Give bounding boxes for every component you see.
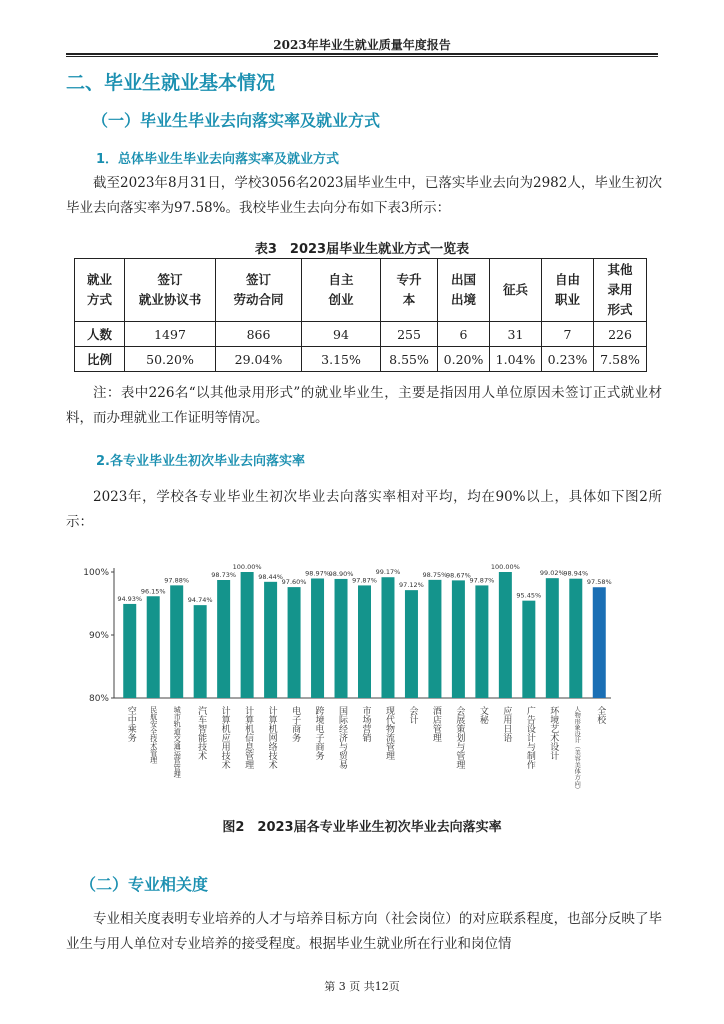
report-header-title: 2023年毕业生就业质量年度报告	[273, 38, 451, 52]
data-label: 98.75%	[422, 570, 448, 579]
bar	[123, 604, 136, 698]
table-header-text: 其他	[607, 262, 633, 277]
table-header-text: 出境	[450, 292, 476, 307]
category-label: 文秘	[477, 706, 488, 724]
bar	[593, 587, 606, 698]
paragraph-overall-rate: 截至2023年8月31日，学校3056名2023届毕业生中，已落实毕业去向为2982人，毕业生初次毕业去向落实率为97.58%。我校毕业生去向分布如下表3所示：	[66, 175, 662, 216]
bar	[499, 572, 512, 698]
table-cell: 7.58%	[594, 347, 647, 372]
table-cell: 255	[381, 322, 438, 347]
table-header-text: 方式	[86, 292, 112, 307]
header-rule-thin	[66, 56, 658, 57]
category-label: 计算机应用技术	[219, 706, 230, 769]
category-label: 广告设计与制作	[524, 706, 535, 769]
table-header-cell	[125, 259, 216, 322]
data-label: 98.44%	[258, 572, 283, 581]
data-label: 94.74%	[187, 596, 213, 605]
table-cell: 29.04%	[216, 347, 302, 372]
table-header-cell	[542, 259, 594, 322]
table-header-text: 录用	[607, 282, 633, 297]
category-label: 现代物流管理	[383, 706, 394, 760]
bar	[381, 577, 394, 698]
data-label: 97.87%	[352, 576, 377, 585]
category-label: 汽车智能技术	[196, 706, 207, 760]
bar	[217, 580, 230, 698]
section-heading: 二、毕业生就业基本情况	[66, 72, 276, 94]
data-label: 98.97%	[305, 569, 330, 578]
table-cell: 7	[542, 322, 594, 347]
y-tick-label: 90%	[88, 631, 109, 641]
bar	[405, 590, 418, 698]
category-label: 会计	[407, 706, 418, 724]
bar	[358, 585, 371, 698]
table-caption: 表3 2023届毕业生就业方式一览表	[254, 242, 470, 257]
table-cell: 8.55%	[381, 347, 438, 372]
y-tick-label: 80%	[88, 694, 109, 704]
table-cell: 31	[490, 322, 542, 347]
table-row-label: 比例	[75, 347, 125, 372]
data-label: 96.15%	[140, 587, 166, 596]
chart-caption: 图2 2023届各专业毕业生初次毕业去向落实率	[222, 820, 502, 835]
table-cell: 94	[302, 322, 381, 347]
table-cell: 0.23%	[542, 347, 594, 372]
data-label: 97.12%	[399, 581, 424, 590]
data-label: 99.02%	[539, 569, 565, 578]
category-label: 会展策划与管理	[454, 706, 465, 769]
data-label: 97.88%	[164, 576, 190, 585]
table-cell: 1.04%	[490, 347, 542, 372]
data-label: 100.00%	[490, 563, 520, 571]
data-label: 98.94%	[563, 569, 589, 578]
category-label: 环境艺术设计	[548, 706, 559, 760]
bar	[546, 578, 559, 698]
bar	[241, 572, 254, 698]
bar	[170, 585, 183, 698]
table-header-text: 自主	[328, 272, 354, 287]
data-label: 97.58%	[586, 578, 612, 587]
data-label: 98.90%	[328, 569, 354, 578]
y-tick-label: 100%	[83, 568, 109, 578]
category-label: 人物形象设计（美容美体方向）	[573, 706, 581, 793]
bar	[194, 605, 207, 698]
table-header-cell	[75, 259, 125, 322]
table-row-ratio	[75, 347, 647, 372]
table-note: 注：表中226名“以其他录用形式”的就业毕业生，主要是指因用人单位原因未签订正式就业材料，而办理就业工作证明等情况。	[66, 385, 662, 426]
category-label: 城市轨道交通运营管理	[173, 706, 183, 778]
table-row-label: 人数	[75, 322, 125, 347]
bar	[452, 580, 465, 698]
table-header-text: 出国	[450, 272, 476, 287]
table-cell: 6	[438, 322, 490, 347]
employment-table	[74, 258, 647, 372]
table-header-text: 征兵	[502, 282, 528, 297]
table-header-text: 专升	[396, 272, 422, 287]
page-footer: 第 3 页 共12页	[324, 980, 400, 993]
table-cell: 226	[594, 322, 647, 347]
category-label: 民航安全技术管理	[149, 706, 159, 764]
category-label: 电子商务	[290, 706, 301, 742]
category-label: 计算机网络技术	[266, 706, 277, 769]
bar	[428, 580, 441, 698]
table-header-cell	[381, 259, 438, 322]
bar	[288, 587, 301, 698]
header-rule	[66, 53, 658, 55]
table-header-text: 本	[402, 292, 416, 307]
paragraph-major-rates: 2023年，学校各专业毕业生初次毕业去向落实率相对平均，均在90%以上，具体如下图2所示：	[66, 489, 662, 530]
data-label: 100.00%	[232, 563, 262, 571]
item-heading-1: 1．总体毕业生毕业去向落实率及就业方式	[96, 152, 340, 167]
bar	[311, 578, 324, 698]
table-header-text: 自由	[554, 272, 580, 287]
table-cell: 1497	[125, 322, 216, 347]
category-label: 跨境电子商务	[313, 706, 324, 760]
bar	[264, 582, 277, 698]
bar	[475, 585, 488, 698]
table-row-count	[75, 322, 647, 347]
table-cell: 0.20%	[438, 347, 490, 372]
item-heading-2: 2.各专业毕业生初次毕业去向落实率	[96, 454, 305, 469]
table-header-text: 签订	[245, 272, 271, 287]
table-cell: 3.15%	[302, 347, 381, 372]
category-label: 应用日语	[501, 706, 512, 742]
subsection-heading-1: （一）毕业生毕业去向落实率及就业方式	[92, 111, 381, 130]
table-header-cell	[216, 259, 302, 322]
table-header-text: 创业	[328, 292, 354, 307]
bar	[335, 579, 348, 698]
major-rate-bar-chart	[66, 552, 646, 802]
data-label: 97.87%	[469, 576, 495, 585]
table-header-text: 劳动合同	[233, 292, 284, 307]
bar	[147, 596, 160, 698]
subsection-heading-2: （二）专业相关度	[80, 875, 209, 894]
table-header-row	[75, 259, 647, 322]
data-label: 98.73%	[211, 571, 237, 580]
table-header-text: 职业	[554, 292, 580, 307]
table-header-text: 签订	[157, 272, 183, 287]
bar	[522, 601, 535, 698]
table-cell: 866	[216, 322, 302, 347]
category-label: 空中乘务	[125, 706, 136, 742]
table-header-text: 就业	[86, 272, 112, 287]
table-header-text: 就业协议书	[138, 292, 202, 307]
data-label: 99.17%	[375, 568, 401, 577]
bar	[569, 579, 582, 698]
table-header-cell	[490, 259, 542, 322]
table-header-text: 形式	[607, 302, 633, 317]
paragraph-relevance: 专业相关度表明专业培养的人才与培养目标方向（社会岗位）的对应联系程度，也部分反映了毕业生与用人单位对专业培养的接受程度。根据毕业生就业所在行业和岗位情	[66, 911, 662, 952]
table-header-cell	[302, 259, 381, 322]
data-label: 94.93%	[117, 594, 143, 603]
category-label: 国际经济与贸易	[337, 706, 348, 769]
data-label: 97.60%	[281, 578, 307, 587]
table-header-cell	[438, 259, 490, 322]
table-header-cell	[594, 259, 647, 322]
data-label: 98.67%	[446, 571, 471, 580]
table-cell: 50.20%	[125, 347, 216, 372]
category-label: 市场营销	[360, 706, 371, 742]
data-label: 95.45%	[516, 591, 542, 600]
category-label: 全校	[595, 706, 606, 724]
category-label: 计算机信息管理	[243, 706, 254, 769]
category-label: 酒店管理	[430, 706, 441, 742]
